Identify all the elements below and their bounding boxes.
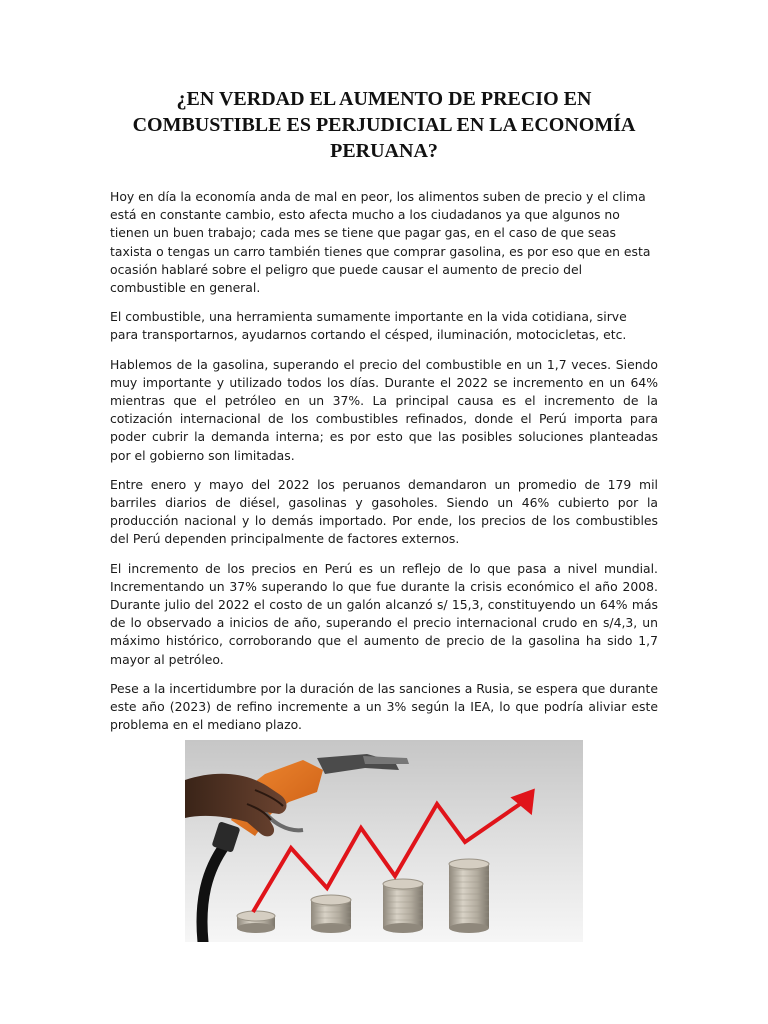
paragraph-fuel-uses: El combustible, una herramienta sumamente importante en la vida cotidiana, sirve para transportarnos, ayudarnos cortando el césped, iluminación, motocicletas, etc. [110,309,627,343]
coin-stack-3 [383,879,423,933]
coin-stack-2 [311,895,351,933]
paragraph-demand: Entre enero y mayo del 2022 los peruanos demandaron un promedio de 179 mil barriles diarios de diésel, gasolinas y gasoholes. Siendo un 46% cubierto por la producción nacional y lo demás importado. Por ende, los precios de los combustibles del Perú dependen principalmente de factores externos. [110,476,658,547]
paragraph-price-increase: El incremento de los precios en Perú es un reflejo de lo que pasa a nivel mundial. Incrementando un 37% superando lo que fue durante la crisis económico el año 2008. Durante julio del 2022 el costo de un galón alcanzó s/ 15,3, constituyendo un 64% más de lo observado a inicios de año, superando el precio internacional crudo en s/4,3, un máximo histórico, corroborando que el aumento de precio de la gasolina ha sido 1,7 mayor al petróleo. [110,560,658,667]
coin-stack-1 [237,911,275,933]
document-body [110,188,658,745]
fuel-price-illustration [185,740,583,942]
document-title: ¿EN VERDAD EL AUMENTO DE PRECIO EN COMBUSTIBLE ES PERJUDICIAL EN LA ECONOMÍA PERUANA? [132,88,636,162]
paragraph-gasoline: Hablemos de la gasolina, superando el precio del combustible en un 1,7 veces. Siendo muy importante y utilizado todos los días. Durante el 2022 se incremento en un 64% mientras que el petróleo en un 37%. La principal causa es el incremento de la cotización internacional de los combustibles refinados, donde el Perú importa para poder cubrir la demanda interna; es por esto que las posibles soluciones planteadas por el gobierno son limitadas. [110,356,658,463]
paragraph-outlook: Pese a la incertidumbre por la duración de las sanciones a Rusia, se espera que durante este año (2023) de refino incremente a un 3% según la IEA, lo que podría aliviar este problema en el mediano plazo. [110,680,658,733]
paragraph-intro: Hoy en día la economía anda de mal en peor, los alimentos suben de precio y el clima está en constante cambio, esto afecta mucho a los ciudadanos ya que algunos no tienen un buen trabajo; cada mes se tiene que pagar gas, en el caso de que seas taxista o tengas un carro también tienes que comprar gasolina, es por eso que en esta ocasión hablaré sobre el peligro que puede causar el aumento de precio del combustible en general. [110,189,651,296]
fuel-price-illustration-svg [185,740,583,942]
